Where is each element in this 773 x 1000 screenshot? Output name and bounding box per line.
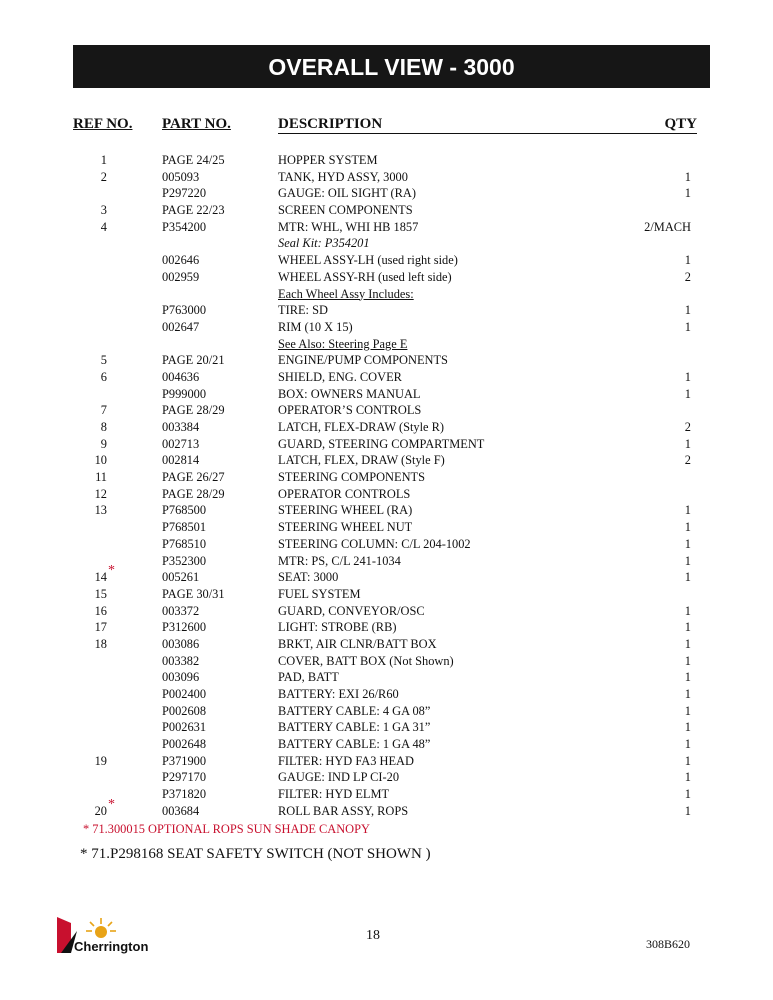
ref-cell: 15 bbox=[94, 586, 107, 601]
table-row bbox=[0, 219, 773, 236]
page-number: 18 bbox=[366, 928, 380, 943]
qty-cell: 1 bbox=[684, 503, 691, 518]
part-number-cell: 003372 bbox=[162, 603, 200, 618]
qty-cell: 1 bbox=[684, 720, 691, 735]
description-cell: GAUGE: IND LP CI-20 bbox=[278, 770, 400, 785]
part-number-cell: P763000 bbox=[162, 303, 207, 318]
header-underline bbox=[278, 133, 697, 134]
qty-cell: 1 bbox=[684, 536, 691, 551]
description-cell: STEERING COLUMN: C/L 204-1002 bbox=[278, 536, 471, 551]
description-cell: BRKT, AIR CLNR/BATT BOX bbox=[278, 636, 437, 651]
part-number-cell: P297220 bbox=[162, 186, 207, 201]
table-row bbox=[0, 653, 773, 670]
table-row bbox=[0, 486, 773, 503]
table-row bbox=[0, 603, 773, 620]
part-number-cell: P999000 bbox=[162, 386, 207, 401]
qty-cell: 1 bbox=[684, 570, 691, 585]
part-number-cell: P354200 bbox=[162, 219, 207, 234]
part-number-cell: 003684 bbox=[162, 803, 200, 818]
qty-cell: 2 bbox=[684, 453, 691, 468]
sun-icon bbox=[86, 918, 116, 938]
table-row bbox=[0, 703, 773, 720]
part-number-cell: P002400 bbox=[162, 687, 207, 701]
table-row bbox=[0, 469, 773, 486]
table-row bbox=[0, 286, 773, 303]
table-row bbox=[0, 352, 773, 369]
description-cell: STEERING COMPONENTS bbox=[278, 470, 425, 485]
description-cell: BATTERY CABLE: 1 GA 48” bbox=[278, 737, 431, 752]
description-cell: Each Wheel Assy Includes: bbox=[278, 286, 414, 301]
description-cell: GUARD, STEERING COMPARTMENT bbox=[278, 436, 485, 451]
asterisk-marker: * bbox=[108, 563, 115, 579]
description-cell: See Also: Steering Page E bbox=[278, 336, 408, 351]
table-row bbox=[0, 235, 773, 252]
description-cell: FILTER: HYD ELMT bbox=[278, 787, 390, 802]
table-row bbox=[0, 769, 773, 786]
qty-cell: 1 bbox=[684, 520, 691, 535]
table-row bbox=[0, 336, 773, 353]
table-row bbox=[0, 169, 773, 186]
table-row bbox=[0, 269, 773, 286]
description-cell: LATCH, FLEX-DRAW (Style R) bbox=[278, 420, 445, 434]
part-number-cell: 003096 bbox=[162, 670, 200, 685]
table-row bbox=[0, 369, 773, 386]
table-row bbox=[0, 636, 773, 653]
col-header-part: PART NO. bbox=[162, 116, 231, 132]
table-row bbox=[0, 319, 773, 336]
table-row bbox=[0, 436, 773, 453]
ref-cell: 20 bbox=[94, 803, 107, 818]
ref-cell: 13 bbox=[94, 503, 107, 518]
qty-cell: 1 bbox=[684, 803, 691, 818]
description-cell: OPERATOR’S CONTROLS bbox=[278, 403, 422, 418]
part-number-cell: PAGE 26/27 bbox=[162, 470, 225, 485]
qty-cell: 1 bbox=[684, 670, 691, 685]
description-cell: STEERING WHEEL NUT bbox=[278, 520, 413, 535]
part-number-cell: 002647 bbox=[162, 319, 200, 334]
table-row bbox=[0, 563, 773, 586]
table-row bbox=[0, 619, 773, 636]
table-row bbox=[0, 302, 773, 319]
part-number-cell: P352300 bbox=[162, 553, 207, 568]
part-number-cell: P371820 bbox=[162, 787, 207, 802]
description-cell: OPERATOR CONTROLS bbox=[278, 486, 411, 501]
part-number-cell: 002959 bbox=[162, 269, 200, 284]
table-row bbox=[0, 185, 773, 202]
qty-cell: 1 bbox=[684, 303, 691, 318]
part-number-cell: PAGE 22/23 bbox=[162, 203, 225, 218]
description-cell: TANK, HYD ASSY, 3000 bbox=[278, 169, 408, 184]
ref-cell: 9 bbox=[100, 436, 107, 451]
qty-cell: 1 bbox=[684, 620, 691, 635]
part-number-cell: 002646 bbox=[162, 253, 200, 268]
qty-cell: 2 bbox=[684, 420, 691, 434]
ref-cell: 6 bbox=[100, 369, 107, 384]
description-cell: SCREEN COMPONENTS bbox=[278, 203, 413, 218]
qty-cell: 1 bbox=[684, 386, 691, 401]
ref-cell: 4 bbox=[100, 219, 107, 234]
part-number-cell: PAGE 28/29 bbox=[162, 486, 225, 501]
description-cell: BATTERY: EXI 26/R60 bbox=[278, 687, 399, 701]
table-row bbox=[0, 753, 773, 770]
description-cell: LATCH, FLEX, DRAW (Style F) bbox=[278, 453, 445, 468]
qty-cell: 1 bbox=[684, 703, 691, 718]
ref-cell: 19 bbox=[94, 753, 107, 768]
description-cell: MTR: WHL, WHI HB 1857 bbox=[278, 219, 419, 234]
description-cell: FUEL SYSTEM bbox=[278, 586, 361, 601]
ref-cell: 11 bbox=[95, 470, 107, 485]
table-row bbox=[0, 536, 773, 553]
description-cell: BATTERY CABLE: 4 GA 08” bbox=[278, 703, 431, 718]
ref-cell: 10 bbox=[94, 453, 107, 468]
description-cell: BATTERY CABLE: 1 GA 31” bbox=[278, 720, 431, 735]
table-row bbox=[0, 586, 773, 603]
part-number-cell: P768501 bbox=[162, 520, 207, 535]
table-row bbox=[0, 502, 773, 519]
part-number-cell: 004636 bbox=[162, 369, 200, 384]
qty-cell: 1 bbox=[684, 319, 691, 334]
part-number-cell: 002713 bbox=[162, 436, 200, 451]
description-cell: GUARD, CONVEYOR/OSC bbox=[278, 603, 425, 618]
ref-cell: 1 bbox=[100, 153, 107, 167]
description-cell: HOPPER SYSTEM bbox=[278, 153, 378, 167]
part-number-cell: 005093 bbox=[162, 169, 200, 184]
part-number-cell: 005261 bbox=[162, 570, 200, 585]
col-header-ref: REF NO. bbox=[73, 116, 133, 132]
description-cell: TIRE: SD bbox=[278, 303, 328, 318]
part-number-cell: PAGE 20/21 bbox=[162, 353, 225, 368]
table-row bbox=[0, 736, 773, 753]
ref-cell: 2 bbox=[100, 169, 107, 184]
table-row bbox=[0, 796, 773, 820]
description-cell: WHEEL ASSY-LH (used right side) bbox=[278, 253, 458, 268]
part-number-cell: P002608 bbox=[162, 703, 207, 718]
qty-cell: 1 bbox=[684, 687, 691, 701]
doc-code: 308B620 bbox=[646, 937, 691, 951]
qty-cell: 2/MACH bbox=[644, 219, 691, 234]
description-cell: ENGINE/PUMP COMPONENTS bbox=[278, 353, 448, 368]
description-cell: WHEEL ASSY-RH (used left side) bbox=[278, 269, 452, 284]
qty-cell: 1 bbox=[684, 169, 691, 184]
parts-table bbox=[0, 152, 773, 820]
ref-cell: 17 bbox=[94, 620, 107, 635]
part-number-cell: P768500 bbox=[162, 503, 207, 518]
ref-cell: 5 bbox=[100, 353, 107, 368]
qty-cell: 1 bbox=[684, 653, 691, 668]
part-number-cell: P297170 bbox=[162, 770, 207, 785]
description-cell: MTR: PS, C/L 241-1034 bbox=[278, 553, 401, 568]
description-cell: GAUGE: OIL SIGHT (RA) bbox=[278, 186, 417, 201]
col-header-qty: QTY bbox=[664, 116, 697, 132]
qty-cell: 1 bbox=[684, 186, 691, 201]
part-number-cell: P768510 bbox=[162, 536, 207, 551]
part-number-cell: PAGE 28/29 bbox=[162, 403, 225, 418]
table-row bbox=[0, 786, 773, 803]
description-cell: Seal Kit: P354201 bbox=[278, 236, 370, 251]
optional-note: * 71.300015 OPTIONAL ROPS SUN SHADE CANOPY bbox=[83, 822, 370, 836]
description-cell: SHIELD, ENG. COVER bbox=[278, 369, 402, 384]
qty-cell: 1 bbox=[684, 787, 691, 802]
table-row bbox=[0, 553, 773, 570]
logo-text: Cherrington bbox=[74, 939, 149, 954]
part-number-cell: P371900 bbox=[162, 753, 207, 768]
part-number-cell: PAGE 30/31 bbox=[162, 586, 225, 601]
qty-cell: 1 bbox=[684, 436, 691, 451]
ref-cell: 8 bbox=[100, 420, 107, 434]
ref-cell: 7 bbox=[100, 403, 107, 418]
page-title: OVERALL VIEW - 3000 bbox=[73, 45, 710, 88]
cherrington-logo-icon bbox=[57, 915, 177, 955]
table-row bbox=[0, 252, 773, 269]
description-cell: STEERING WHEEL (RA) bbox=[278, 503, 413, 518]
table-row bbox=[0, 419, 773, 436]
table-row bbox=[0, 386, 773, 403]
qty-cell: 1 bbox=[684, 253, 691, 268]
part-number-cell: P002648 bbox=[162, 737, 207, 752]
part-number-cell: 003086 bbox=[162, 636, 200, 651]
table-row bbox=[0, 686, 773, 703]
description-cell: RIM (10 X 15) bbox=[278, 319, 353, 334]
ref-cell: 18 bbox=[94, 636, 107, 651]
part-number-cell: P312600 bbox=[162, 620, 207, 635]
switch-note: * 71.P298168 SEAT SAFETY SWITCH (NOT SHOWN ) bbox=[80, 846, 431, 862]
part-number-cell: 003382 bbox=[162, 653, 200, 668]
table-row bbox=[0, 719, 773, 736]
description-cell: BOX: OWNERS MANUAL bbox=[278, 386, 421, 401]
qty-cell: 1 bbox=[684, 636, 691, 651]
description-cell: COVER, BATT BOX (Not Shown) bbox=[278, 653, 454, 668]
qty-cell: 1 bbox=[684, 553, 691, 568]
qty-cell: 1 bbox=[684, 603, 691, 618]
table-row bbox=[0, 519, 773, 536]
description-cell: ROLL BAR ASSY, ROPS bbox=[278, 803, 409, 818]
part-number-cell: PAGE 24/25 bbox=[162, 153, 225, 167]
qty-cell: 1 bbox=[684, 737, 691, 752]
ref-cell: 3 bbox=[100, 203, 107, 218]
description-cell: SEAT: 3000 bbox=[278, 570, 339, 585]
ref-cell: 14 bbox=[94, 570, 107, 585]
description-cell: PAD, BATT bbox=[278, 670, 339, 685]
table-row bbox=[0, 152, 773, 169]
part-number-cell: P002631 bbox=[162, 720, 207, 735]
description-cell: LIGHT: STROBE (RB) bbox=[278, 620, 397, 635]
qty-cell: 1 bbox=[684, 753, 691, 768]
description-cell: FILTER: HYD FA3 HEAD bbox=[278, 753, 414, 768]
ref-cell: 16 bbox=[94, 603, 107, 618]
qty-cell: 1 bbox=[684, 369, 691, 384]
part-number-cell: 003384 bbox=[162, 420, 200, 434]
table-row bbox=[0, 402, 773, 419]
qty-cell: 2 bbox=[684, 269, 691, 284]
table-row bbox=[0, 452, 773, 469]
asterisk-marker: * bbox=[108, 796, 115, 812]
part-number-cell: 002814 bbox=[162, 453, 200, 468]
table-row bbox=[0, 202, 773, 219]
ref-cell: 12 bbox=[94, 486, 107, 501]
col-header-desc: DESCRIPTION bbox=[278, 116, 383, 132]
table-row bbox=[0, 669, 773, 686]
qty-cell: 1 bbox=[684, 770, 691, 785]
